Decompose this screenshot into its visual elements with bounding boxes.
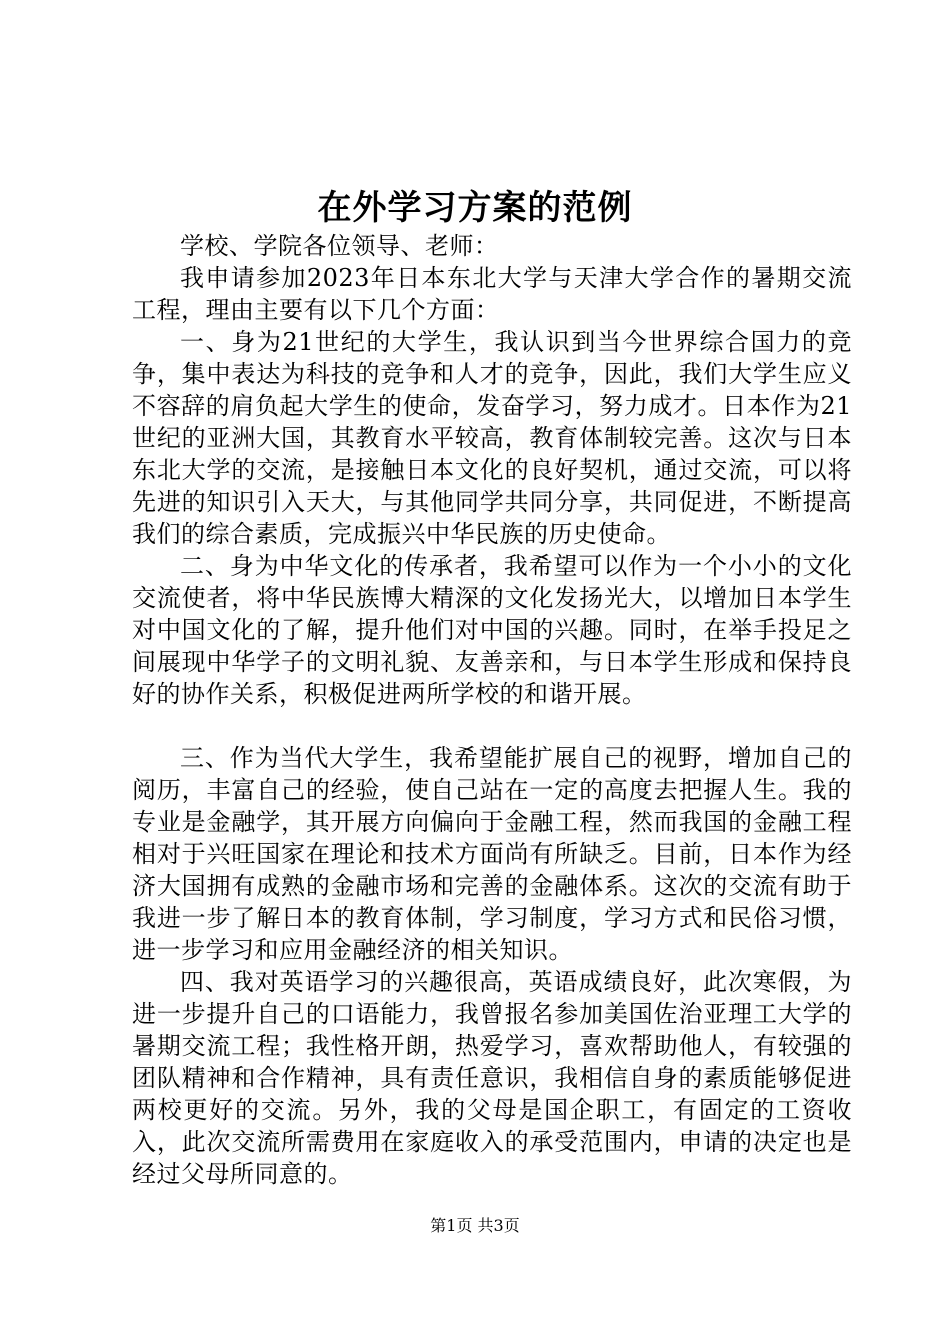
page-number-footer: 第1页 共3页 [430, 1216, 520, 1235]
paragraph-reason-3: 三、作为当代大学生，我希望能扩展自己的视野，增加自己的阅历，丰富自己的经验，使自己站在一定的高度去把握人生。我的专业是金融学，其开展方向偏向于金融工程，然而我国的金融工程相对于兴旺国家在理论和技术方面尚有所缺乏。目前，日本作为经济大国拥有成熟的金融市场和完善的金融体系。这次的交流有助于我进一步了解日本的教育体制，学习制度，学习方式和民俗习惯，进一步学习和应用金融经济的相关知识。 [132, 744, 852, 964]
paragraph-reason-2: 二、身为中华文化的传承者，我希望可以作为一个小小的文化交流使者，将中华民族博大精深的文化发扬光大，以增加日本学生对中国文化的了解，提升他们对中国的兴趣。同时，在举手投足之间展现中华学子的文明礼貌、友善亲和，与日本学生形成和保持良好的协作关系，积极促进两所学校的和谐开展。 [132, 552, 852, 708]
paragraph-reason-4: 四、我对英语学习的兴趣很高，英语成绩良好，此次寒假，为进一步提升自己的口语能力，我曾报名参加美国佐治亚理工大学的暑期交流工程；我性格开朗，热爱学习，喜欢帮助他人，有较强的团队精神和合作精神，具有责任意识，我相信自身的素质能够促进两校更好的交流。另外，我的父母是国企职工，有固定的工资收入，此次交流所需费用在家庭收入的承受范围内，申请的决定也是经过父母所同意的。 [132, 968, 852, 1188]
paragraph-intro: 我申请参加2023年日本东北大学与天津大学合作的暑期交流工程，理由主要有以下几个方面： [132, 264, 852, 324]
paragraph-reason-1: 一、身为21世纪的大学生，我认识到当今世界综合国力的竞争，集中表达为科技的竞争和人才的竞争，因此，我们大学生应义不容辞的肩负起大学生的使命，发奋学习，努力成才。日本作为21世纪的亚洲大国，其教育水平较高，教育体制较完善。这次与日本东北大学的交流，是接触日本文化的良好契机，通过交流，可以将先进的知识引入天大，与其他同学共同分享，共同促进，不断提高我们的综合素质，完成振兴中华民族的历史使命。 [132, 328, 852, 548]
document-body [132, 230, 852, 1190]
salutation: 学校、学院各位领导、老师： [180, 232, 499, 260]
document-title: 在外学习方案的范例 [317, 188, 633, 228]
